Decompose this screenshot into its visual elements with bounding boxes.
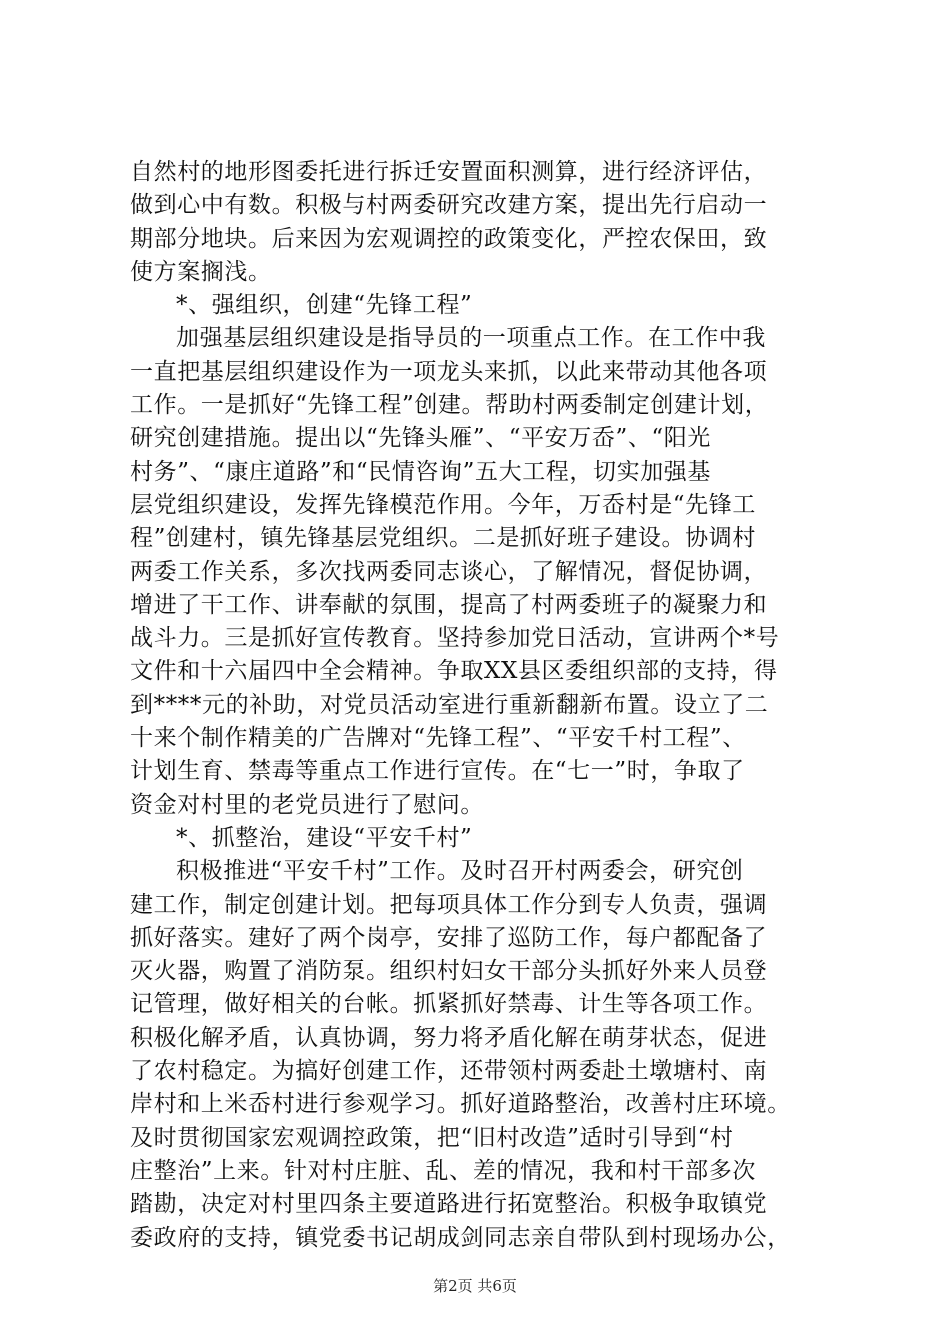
text-line: 积极化解矛盾，认真协调，努力将矛盾化解在萌芽状态，促进 [130,1024,768,1051]
text-line: 村务”、“康庄道路”和“民情咨询”五大工程，切实加强基 [130,458,711,485]
text-line: 加强基层组织建设是指导员的一项重点工作。在工作中我 [176,325,766,352]
text-line: 抓好落实。建好了两个岗亭，安排了巡防工作，每户都配备了 [130,924,768,951]
text-line: 了农村稳定。为搞好创建工作，还带领村两委赴土墩塘村、南 [130,1058,768,1085]
text-line: 灭火器，购置了消防泵。组织村妇女干部分头抓好外来人员登 [130,958,768,985]
text-line: 到****元的补助，对党员活动室进行重新翻新布置。设立了二 [130,691,769,718]
text-line: *、抓整治，建设“平安千村” [176,824,473,851]
text-line: 及时贯彻国家宏观调控政策，把“旧村改造”适时引导到“村 [130,1124,734,1151]
text-line: 庄整治”上来。针对村庄脏、乱、差的情况，我和村干部多次 [130,1157,756,1184]
text-line: 岸村和上米岙村进行参观学习。抓好道路整治，改善村庄环境。 [130,1091,791,1118]
text-line: *、强组织，创建“先锋工程” [176,292,473,319]
text-line: 做到心中有数。积极与村两委研究改建方案，提出先行启动一 [130,192,768,219]
text-line: 计划生育、禁毒等重点工作进行宣传。在“七一”时，争取了 [130,758,745,785]
text-line: 建工作，制定创建计划。把每项具体工作分到专人负责，强调 [130,891,768,918]
text-line: 研究创建措施。提出以“先锋头雁”、“平安万岙”、“阳光 [130,425,711,452]
text-line: 记管理，做好相关的台帐。抓紧抓好禁毒、计生等各项工作。 [130,991,768,1018]
page-footer: 第2页 共6页 [433,1277,517,1295]
text-line: 委政府的支持，镇党委书记胡成剑同志亲自带队到村现场办公， [130,1224,791,1251]
text-line: 增进了干工作、讲奉献的氛围，提高了村两委班子的凝聚力和 [130,591,768,618]
text-line: 两委工作关系，多次找两委同志谈心，了解情况，督促协调， [130,558,768,585]
text-line: 层党组织建设，发挥先锋模范作用。今年，万岙村是“先锋工 [130,491,756,518]
text-line: 使方案搁浅。 [130,258,272,285]
document-body [130,156,830,1255]
text-line: 程”创建村，镇先锋基层党组织。二是抓好班子建设。协调村 [130,525,756,552]
text-line: 文件和十六届四中全会精神。争取XX县区委组织部的支持，得 [130,658,778,685]
text-line: 战斗力。三是抓好宣传教育。坚持参加党日活动，宣讲两个*号 [130,625,780,652]
text-line: 积极推进“平安千村”工作。及时召开村两委会，研究创 [176,858,744,885]
text-line: 资金对村里的老党员进行了慰问。 [130,791,484,818]
text-line: 期部分地块。后来因为宏观调控的政策变化，严控农保田，致 [130,225,768,252]
text-line: 工作。一是抓好“先锋工程”创建。帮助村两委制定创建计划， [130,392,769,419]
text-line: 踏勘，决定对村里四条主要道路进行拓宽整治。积极争取镇党 [130,1191,768,1218]
text-line: 自然村的地形图委托进行拆迁安置面积测算，进行经济评估， [130,159,768,185]
text-line: 十来个制作精美的广告牌对“先锋工程”、“平安千村工程”、 [130,725,746,752]
text-line: 一直把基层组织建设作为一项龙头来抓，以此来带动其他各项 [130,358,768,385]
